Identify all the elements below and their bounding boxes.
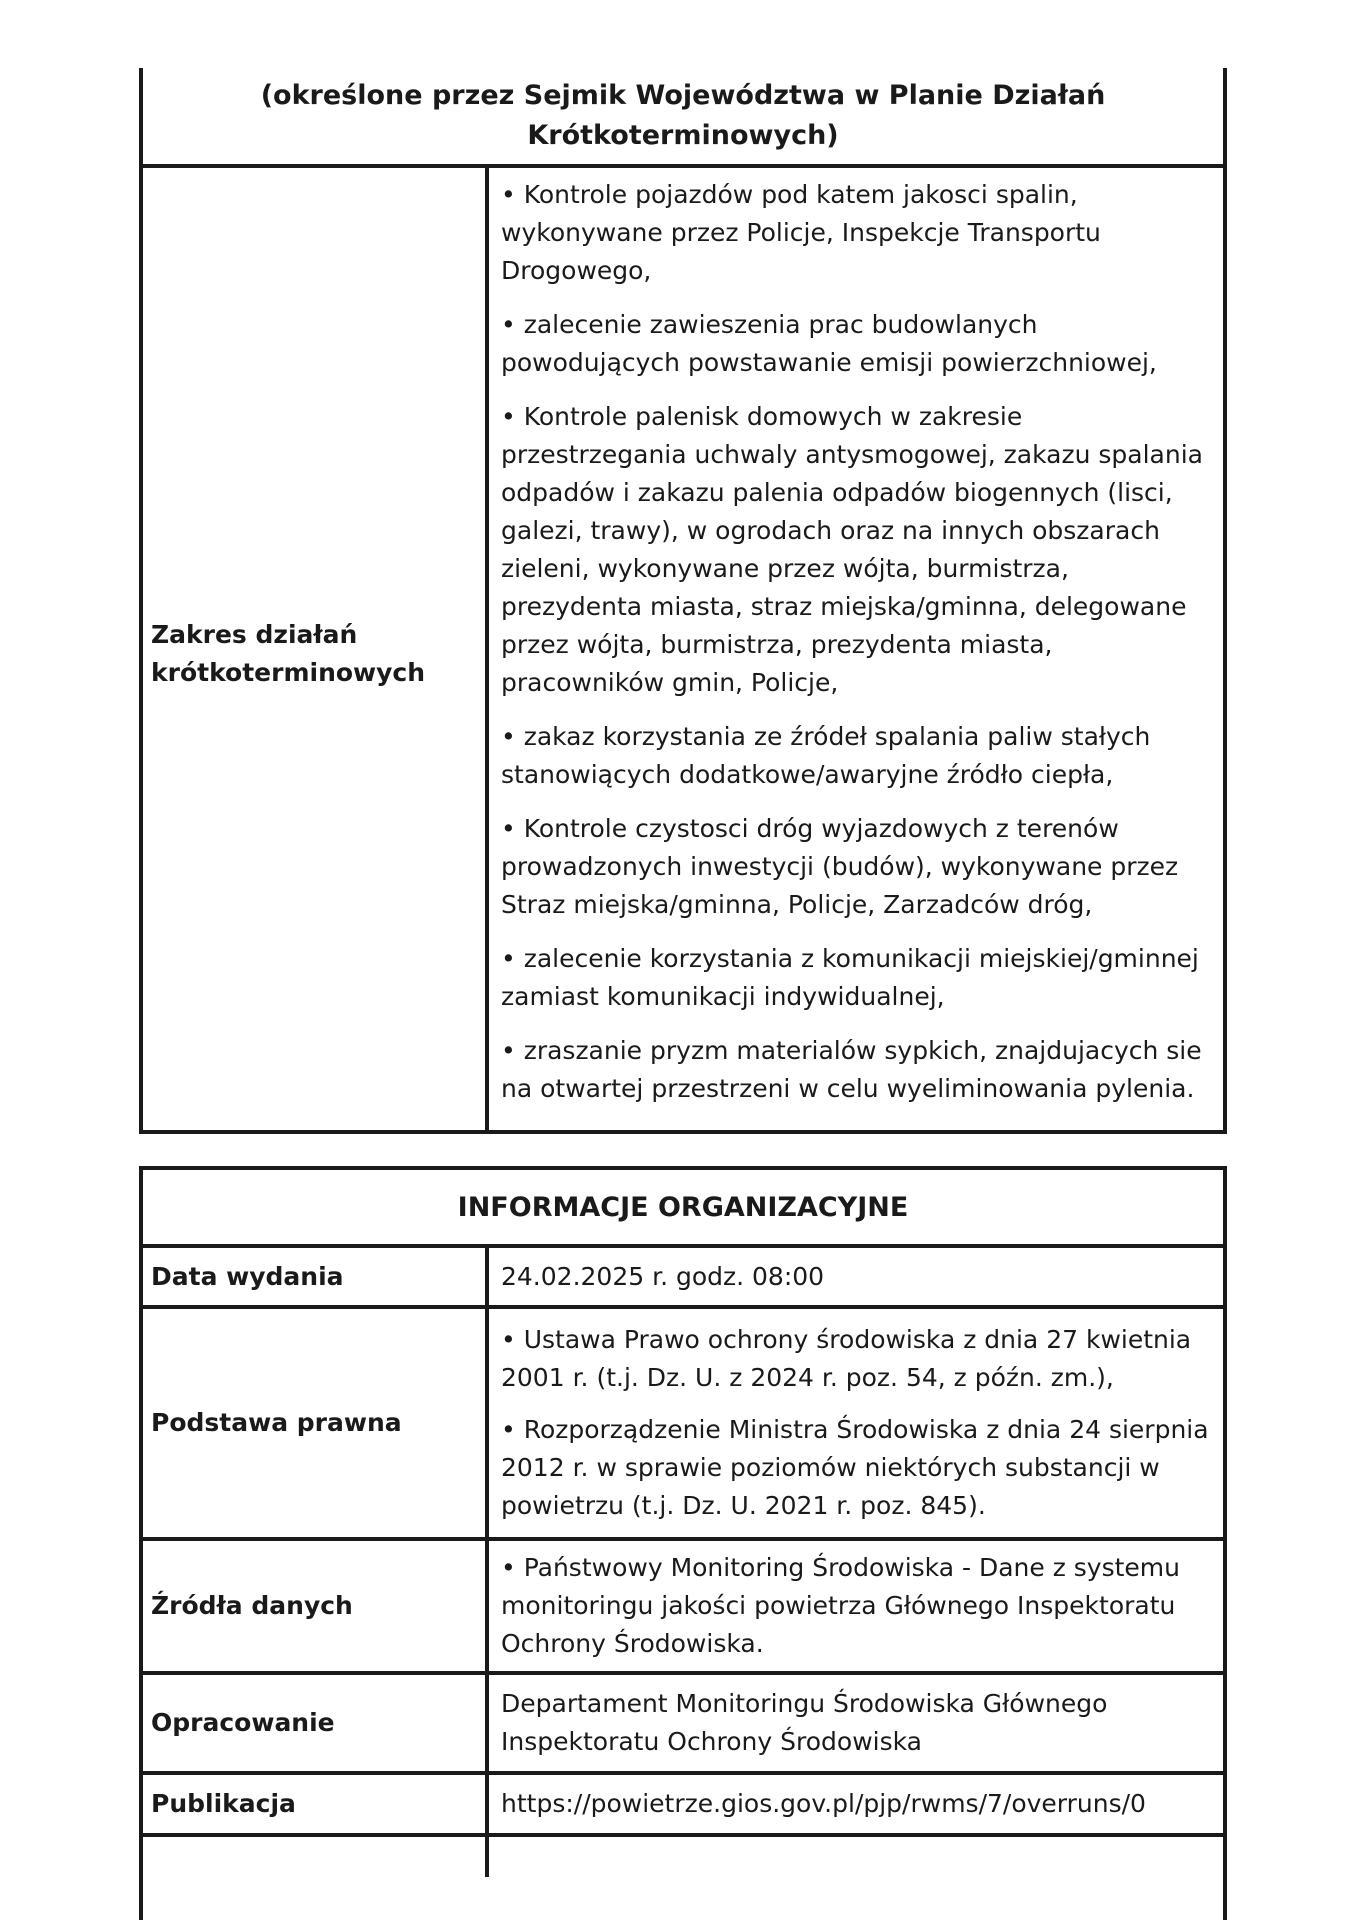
table-row-continued — [143, 1837, 1223, 1877]
list-item: • zraszanie pryzm materialów sypkich, znajdujacych sie na otwartej przestrzeni w celu wyeliminowania pylenia. — [501, 1036, 1202, 1103]
list-item: • Kontrole palenisk domowych w zakresie przestrzegania uchwaly antysmogowej, zakazu spalania odpadów i zakazu palenia odpadów biogennych (lisci, galezi, trawy), w ogrodach oraz na innych obszarach zieleni, wykonywane przez wójta, burmistrza, prezydenta miasta, straz miejska/gminna, delegowane przez wójta, burmistrza, prezydenta miasta, pracowników gmin, Policje, — [501, 402, 1203, 697]
organizational-info-table — [139, 1166, 1227, 1920]
row-label: Podstawa prawna — [143, 1309, 489, 1537]
table-row-data-wydania — [143, 1248, 1223, 1309]
row-value — [489, 1541, 1223, 1671]
table-row — [143, 168, 1223, 1130]
publication-link[interactable]: https://powietrze.gios.gov.pl/pjp/rwms/7/overruns/0 — [501, 1789, 1146, 1818]
table-title: INFORMACJE ORGANIZACYJNE — [143, 1170, 1223, 1248]
table-row-publikacja — [143, 1775, 1223, 1837]
list-item: • zakaz korzystania ze źródeł spalania paliw stałych stanowiących dodatkowe/awaryjne źródło ciepła, — [501, 722, 1151, 789]
table-row-zrodla-danych — [143, 1541, 1223, 1675]
row-value — [489, 1675, 1223, 1771]
empty-cell — [143, 1837, 489, 1877]
short-term-actions-table — [139, 68, 1227, 1134]
row-label: Publikacja — [143, 1775, 489, 1833]
table-row-podstawa-prawna — [143, 1309, 1223, 1541]
row-label: Opracowanie — [143, 1675, 489, 1771]
list-item: • Kontrole czystosci dróg wyjazdowych z terenów prowadzonych inwestycji (budów), wykonywane przez Straz miejska/gminna, Policje, Zarzadców dróg, — [501, 814, 1179, 919]
table-heading: (określone przez Sejmik Województwa w Planie Działań Krótkoterminowych) — [143, 68, 1223, 168]
list-item: • Państwowy Monitoring Środowiska - Dane z systemu monitoringu jakości powietrza Głównego Inspektoratu Ochrony Środowiska. — [501, 1553, 1180, 1658]
row-value — [489, 1775, 1223, 1833]
table-row-opracowanie — [143, 1675, 1223, 1775]
empty-cell — [489, 1837, 1223, 1877]
row-value — [489, 1248, 1223, 1305]
list-item: • zalecenie korzystania z komunikacji miejskiej/gminnej zamiast komunikacji indywidualnej, — [501, 944, 1199, 1011]
row-label-zakres: Zakres działań krótkoterminowych — [143, 168, 489, 1130]
row-value — [489, 1309, 1223, 1537]
actions-list — [489, 168, 1223, 1130]
list-item: • Rozporządzenie Ministra Środowiska z dnia 24 sierpnia 2012 r. w sprawie poziomów niektórych substancji w powietrzu (t.j. Dz. U. 2021 r. poz. 845). — [501, 1415, 1209, 1520]
list-item: • Kontrole pojazdów pod katem jakosci spalin, wykonywane przez Policje, Inspekcje Transportu Drogowego, — [501, 180, 1101, 285]
row-label: Źródła danych — [143, 1541, 489, 1671]
row-label: Data wydania — [143, 1248, 489, 1305]
list-item: • Ustawa Prawo ochrony środowiska z dnia 27 kwietnia 2001 r. (t.j. Dz. U. z 2024 r. poz. 54, z późn. zm.), — [501, 1325, 1192, 1392]
author-text: Departament Monitoringu Środowiska Głównego Inspektoratu Ochrony Środowiska — [501, 1689, 1108, 1756]
issue-date: 24.02.2025 r. godz. 08:00 — [501, 1261, 825, 1291]
list-item: • zalecenie zawieszenia prac budowlanych powodujących powstawanie emisji powierzchniowej, — [501, 310, 1157, 377]
